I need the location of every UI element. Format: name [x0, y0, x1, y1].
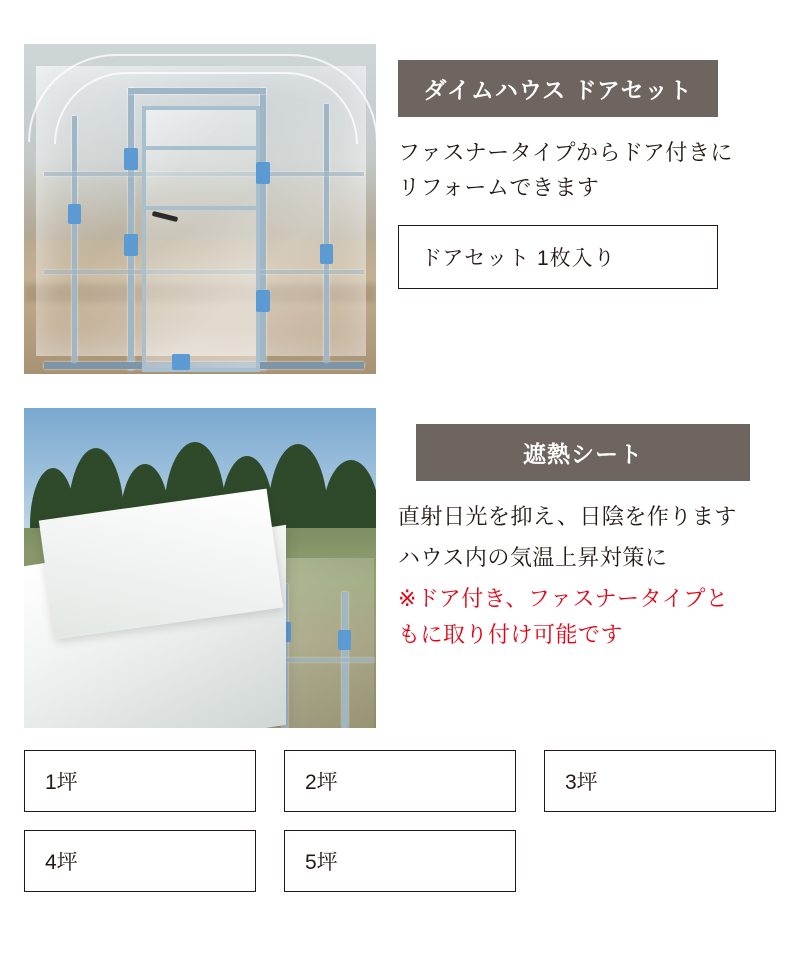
section-body-door-set: ファスナータイプからドア付きにリフォームできます — [398, 140, 733, 201]
photo-frame-rod — [72, 116, 77, 362]
photo-frame-rod — [324, 104, 329, 362]
photo-door-bar — [146, 206, 256, 210]
photo-frame-rod — [128, 88, 134, 370]
size-grid-spacer — [544, 830, 776, 892]
size-option-4[interactable]: 4坪 — [24, 830, 256, 892]
section-heading-door-set: ダイムハウス ドアセット — [398, 60, 718, 117]
feature-section-shade-sheet — [24, 408, 750, 728]
photo-clip — [320, 244, 333, 264]
section-heading-shade-sheet: 遮熱シート — [416, 424, 750, 481]
photo-clip — [124, 234, 138, 256]
photo-clip — [256, 162, 270, 184]
door-set-quantity-note: ドアセット 1枚入り — [398, 225, 718, 289]
photo-clip — [256, 290, 270, 312]
shade-sheet-compatibility-note: ※ドア付き、ファスナータイプともに取り付け可能です — [398, 586, 729, 647]
product-photo-door-set — [24, 44, 376, 374]
feature-section-door-set — [24, 44, 750, 374]
shade-sheet-benefit-1: 直射日光を抑え、日陰を作ります — [398, 504, 737, 529]
feature-text-shade-sheet — [398, 408, 750, 728]
shade-sheet-benefit-2: ハウス内の気温上昇対策に — [398, 545, 668, 571]
photo-clip — [338, 630, 351, 650]
size-option-2[interactable]: 2坪 — [284, 750, 516, 812]
size-option-3[interactable]: 3坪 — [544, 750, 776, 812]
photo-door-bar — [146, 146, 256, 150]
photo-clip — [172, 354, 190, 370]
size-option-grid — [24, 750, 776, 892]
photo-door — [142, 106, 260, 372]
product-photo-shade-sheet — [24, 408, 376, 728]
feature-text-door-set — [398, 44, 750, 374]
photo-frame-rod — [128, 88, 266, 94]
photo-clip — [124, 148, 138, 170]
photo-frame-rod — [260, 88, 266, 370]
size-option-5[interactable]: 5坪 — [284, 830, 516, 892]
photo-clip — [68, 204, 81, 224]
size-option-1[interactable]: 1坪 — [24, 750, 256, 812]
photo-door-handle — [152, 211, 178, 222]
